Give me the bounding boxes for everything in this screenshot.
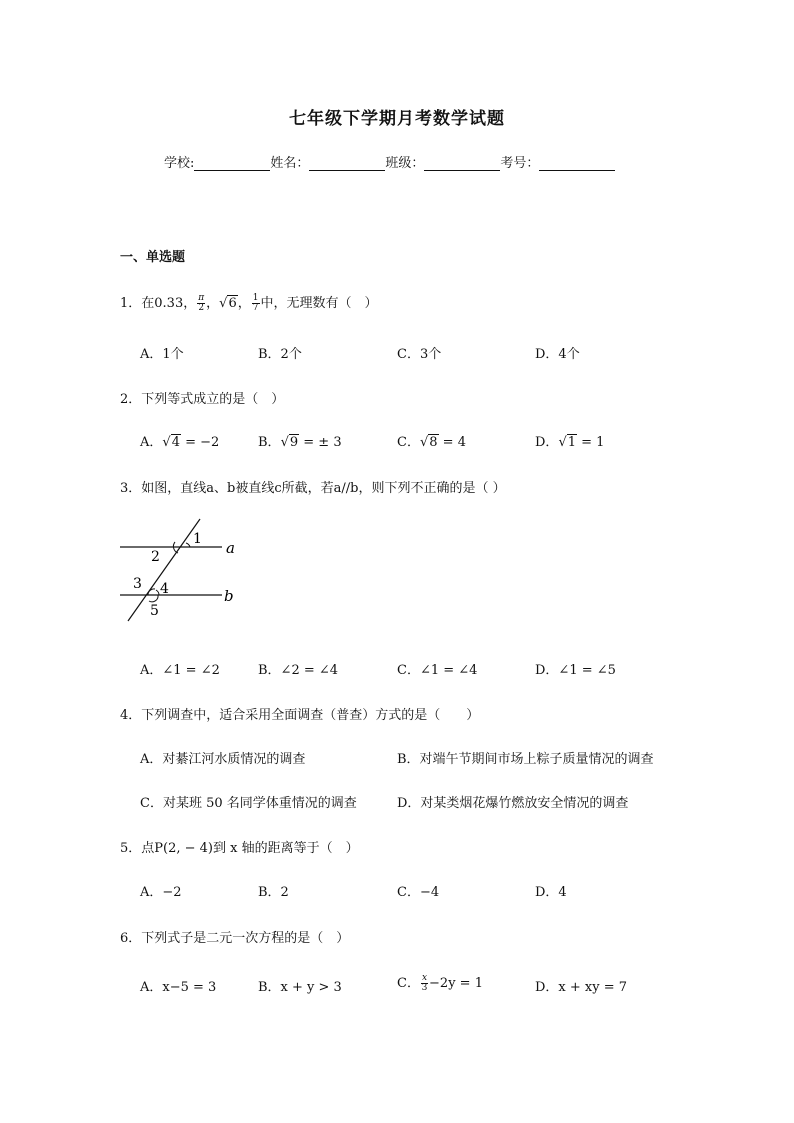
q2-c-rest: = 4 xyxy=(438,435,466,450)
q1-fraction-pi xyxy=(197,294,205,313)
q2-option-b xyxy=(258,431,342,450)
q6-c-rest: −2y = 1 xyxy=(429,976,483,991)
question-1 xyxy=(120,292,378,313)
q6-option-a: A．x−5 = 3 xyxy=(140,980,217,995)
q4-option-b: B．对端午节期间市场上粽子质量情况的调查 xyxy=(397,752,654,767)
q5-option-b: B．2 xyxy=(258,885,289,900)
q2-b-rest: = ± 3 xyxy=(299,435,342,450)
q2-d-sqrt: √1 xyxy=(558,435,577,450)
q3-option-c: C．∠1 = ∠4 xyxy=(397,663,478,678)
angle-arc-5 xyxy=(149,595,158,602)
q3-option-a: A．∠1 = ∠2 xyxy=(140,663,220,678)
q3-option-b: B．∠2 = ∠4 xyxy=(258,663,339,678)
q6-c-fraction xyxy=(421,974,428,993)
q1-option-c: C．3个 xyxy=(397,347,442,362)
q1-frac-den: 7 xyxy=(252,303,259,313)
q6-option-c xyxy=(397,972,483,993)
q1-fraction-1-7 xyxy=(252,294,260,313)
transversal-c xyxy=(128,519,200,621)
question-6: 6．下列式子是二元一次方程的是（ ） xyxy=(120,931,350,946)
q2-option-a xyxy=(140,431,219,450)
q5-option-a: A．−2 xyxy=(140,885,182,900)
q1-option-b: B．2个 xyxy=(258,347,302,362)
section-heading-single-choice: 一、单选题 xyxy=(120,250,186,265)
q1-sep2: ， xyxy=(237,296,251,311)
q1-frac-num: 1 xyxy=(252,293,259,303)
q5-option-c: C．−4 xyxy=(397,885,440,900)
school-label: 学校: xyxy=(164,156,195,171)
class-blank xyxy=(424,158,500,171)
q1-sqrt-radicand: 6 xyxy=(228,296,237,311)
q2-b-sqrt: √9 xyxy=(280,435,299,450)
class-label: 班级： xyxy=(385,156,425,171)
school-blank xyxy=(194,158,270,171)
q1-sep1: ， xyxy=(206,296,220,311)
q1-sqrt-6: √6 xyxy=(219,296,237,311)
q1-option-a: A．1个 xyxy=(140,347,184,362)
angle-arc-4 xyxy=(156,590,159,595)
q6-c-label: C． xyxy=(397,976,420,991)
parallel-lines-figure xyxy=(118,515,248,625)
q4-option-c: C．对某班 50 名同学体重情况的调查 xyxy=(140,796,357,811)
q2-a-radicand: 4 xyxy=(171,435,180,450)
q2-a-rest: = −2 xyxy=(180,435,220,450)
q2-c-sqrt: √8 xyxy=(419,435,438,450)
question-2: 2．下列等式成立的是（ ） xyxy=(120,392,285,407)
q6-c-frac-den: 3 xyxy=(421,983,428,993)
q2-c-radicand: 8 xyxy=(429,435,438,450)
q2-b-label: B． xyxy=(258,435,281,450)
q1-pre: 在0.33， xyxy=(141,296,197,311)
q6-c-frac-num: x xyxy=(421,973,428,983)
question-3: 3．如图，直线a、b被直线c所截，若a//b，则下列不正确的是（ ） xyxy=(120,481,506,496)
q1-pi: π xyxy=(198,293,205,303)
q4-option-d: D．对某类烟花爆竹燃放安全情况的调查 xyxy=(397,796,629,811)
angle-arc-3 xyxy=(148,589,155,595)
q6-option-d: D．x + xy = 7 xyxy=(535,980,628,995)
q2-d-rest: = 1 xyxy=(577,435,605,450)
q3-option-d: D．∠1 = ∠5 xyxy=(535,663,616,678)
name-blank xyxy=(309,158,385,171)
q1-post: 中，无理数有（ ） xyxy=(260,296,378,311)
question-4: 4．下列调查中，适合采用全面调查（普查）方式的是（ ） xyxy=(120,708,480,723)
page-title: 七年级下学期月考数学试题 xyxy=(289,109,505,129)
q2-option-c xyxy=(397,431,466,450)
q4-option-a: A．对綦江河水质情况的调查 xyxy=(140,752,306,767)
q2-d-label: D． xyxy=(535,435,559,450)
q1-option-d: D．4个 xyxy=(535,347,580,362)
angle-label-4: 4 xyxy=(160,581,169,597)
q2-a-sqrt: √4 xyxy=(162,435,180,450)
angle-label-1: 1 xyxy=(193,531,202,547)
angle-label-3: 3 xyxy=(133,576,142,592)
number-blank xyxy=(539,158,615,171)
q1-pi-den: 2 xyxy=(198,303,205,313)
angle-label-5: 5 xyxy=(150,603,159,619)
angle-label-2: 2 xyxy=(151,549,160,565)
question-5: 5．点P(2, − 4)到 x 轴的距离等于（ ） xyxy=(120,841,359,856)
q2-b-radicand: 9 xyxy=(289,435,299,450)
q1-number: 1． xyxy=(120,296,142,311)
line-a-label: a xyxy=(226,539,235,557)
q2-d-radicand: 1 xyxy=(567,435,577,450)
q2-c-label: C． xyxy=(397,435,420,450)
q2-a-label: A． xyxy=(140,435,163,450)
q5-option-d: D．4 xyxy=(535,885,567,900)
number-label: 考号： xyxy=(500,156,540,171)
student-info-line xyxy=(164,152,615,171)
name-label: 姓名： xyxy=(270,156,310,171)
line-b-label: b xyxy=(224,587,234,605)
q6-option-b: B．x + y > 3 xyxy=(258,980,342,995)
q2-option-d xyxy=(535,431,604,450)
